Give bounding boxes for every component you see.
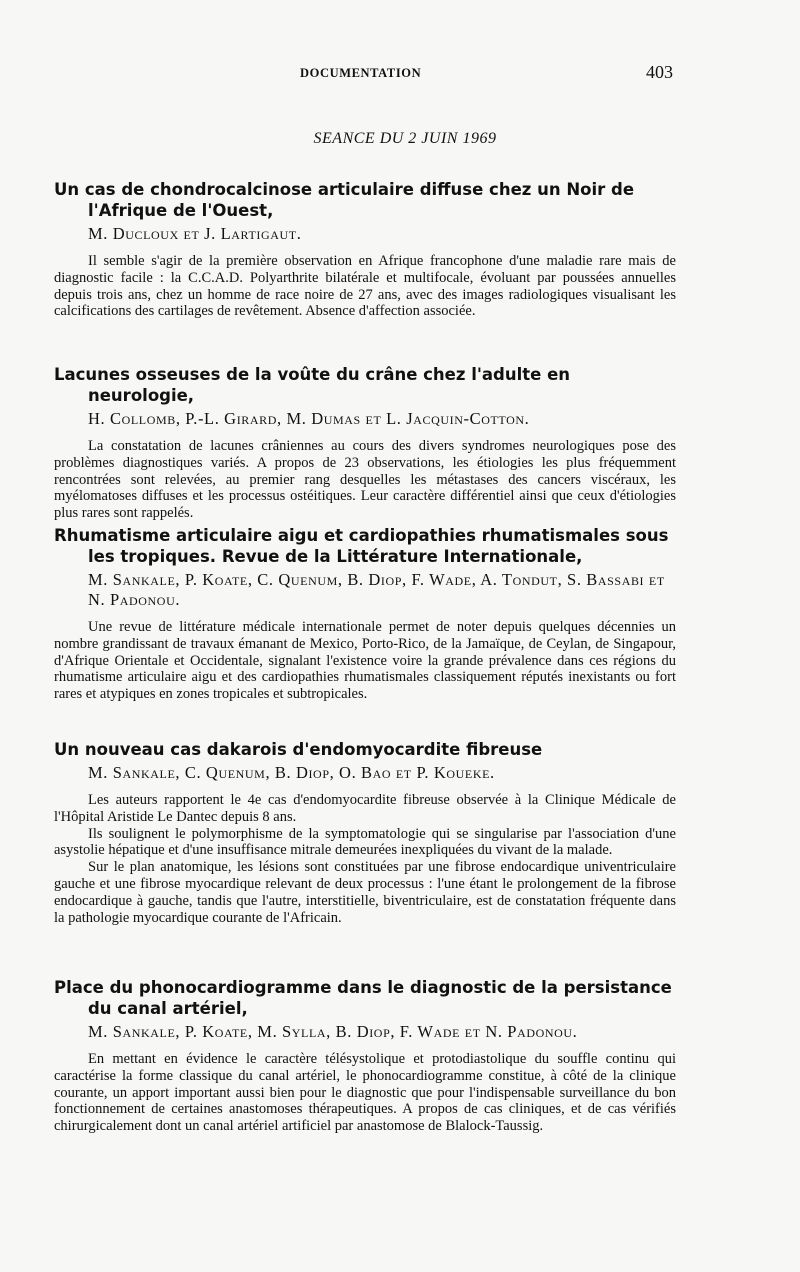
article-title: Rhumatisme articulaire aigu et cardiopathies rhumatismales sous les tropiques. Revue de la Littérature Internationale, bbox=[54, 526, 669, 566]
page-number: 403 bbox=[646, 62, 673, 82]
article-authors: M. Sankale, P. Koate, C. Quenum, B. Diop, F. Wade, A. Tondut, S. Bassabi et N. Padonou. bbox=[88, 570, 665, 609]
abstract-paragraph: En mettant en évidence le caractère télésystolique et protodiastolique du souffle continu qui caractérise la forme classique du canal artériel, le phonocardiogramme constitue, à côté de la clinique courante, un apport important aussi bien pour le diagnostic que pour l'indispensable surveillance du bon fonctionnement de certaines anastomoses thérapeutiques. A propos de cas cliniques, et de cas vérifiés chirurgicalement dont un canal artériel artificiel par anastomose de Blalock-Taussig. bbox=[54, 1051, 676, 1135]
abstract-paragraph: Il semble s'agir de la première observation en Afrique francophone d'une maladie rare mais de diagnostic facile : la C.C.A.D. Polyarthrite bilatérale et multifocale, évoluant par poussées annuelles depuis trois ans, chez un homme de race noire de 27 ans, avec des images radiologiques visualisant les calcifications des cartilages de revêtement. Absence d'affection associée. bbox=[54, 253, 676, 320]
running-title: DOCUMENTATION bbox=[300, 66, 422, 80]
article-phonocardiogramme bbox=[54, 977, 676, 1135]
article-authors: M. Ducloux et J. Lartigaut. bbox=[88, 224, 302, 243]
article-rhumatisme bbox=[54, 525, 676, 703]
abstract-paragraph: La constatation de lacunes crâniennes au cours des divers syndromes neurologiques pose des problèmes diagnostiques variés. A propos de 23 observations, les étiologies les plus fréquemment rencontrées sont relevées, au premier rang desquelles les métastases des cancers viscéraux, les myélomatoses diffuses et les processus ostéitiques. Leur caractère différentiel ainsi que ceux d'étiologies plus rares sont rappelés. bbox=[54, 438, 676, 522]
article-authors: M. Sankale, P. Koate, M. Sylla, B. Diop, F. Wade et N. Padonou. bbox=[88, 1022, 578, 1041]
article-authors: H. Collomb, P.-L. Girard, M. Dumas et L. Jacquin-Cotton. bbox=[88, 409, 530, 428]
article-authors: M. Sankale, C. Quenum, B. Diop, O. Bao et P. Koueke. bbox=[88, 763, 495, 782]
article-abstract bbox=[54, 253, 676, 320]
article-title: Place du phonocardiogramme dans le diagnostic de la persistance du canal artériel, bbox=[54, 978, 672, 1018]
article-title: Un nouveau cas dakarois d'endomyocardite fibreuse bbox=[54, 740, 543, 759]
article-chondrocalcinose bbox=[54, 179, 676, 320]
article-lacunes-osseuses bbox=[54, 364, 676, 522]
abstract-paragraph: Ils soulignent le polymorphisme de la symptomatologie qui se singularise par l'association d'une asystolie hépatique et d'une insuffisance mitrale demeurées inexpliquées du vivant de la malade. bbox=[54, 825, 676, 859]
abstract-paragraph: Sur le plan anatomique, les lésions sont constituées par une fibrose endocardique univentriculaire gauche et une fibrose myocardique relevant de deux processus : l'une étant le prolongement de la fibrose endocardique à gauche, tandis que l'autre, interstitielle, biventriculaire, est de constatation fréquente dans la pathologie myocardique courante de l'Africain. bbox=[54, 859, 676, 926]
session-heading: SEANCE DU 2 JUIN 1969 bbox=[313, 130, 497, 147]
article-title: Un cas de chondrocalcinose articulaire diffuse chez un Noir de l'Afrique de l'Ouest, bbox=[54, 180, 635, 220]
running-head bbox=[0, 64, 800, 84]
article-abstract bbox=[54, 792, 676, 926]
article-title: Lacunes osseuses de la voûte du crâne chez l'adulte en neurologie, bbox=[54, 365, 571, 405]
abstract-paragraph: Les auteurs rapportent le 4e cas d'endomyocardite fibreuse observée à la Clinique Médicale de l'Hôpital Aristide Le Dantec depuis 8 ans. bbox=[54, 792, 676, 825]
article-abstract bbox=[54, 1051, 676, 1135]
article-abstract bbox=[54, 619, 676, 703]
article-endomyocardite bbox=[54, 739, 676, 926]
article-abstract bbox=[54, 438, 676, 522]
abstract-paragraph: Une revue de littérature médicale internationale permet de noter depuis quelques décennies un nombre grandissant de travaux émanant de Mexico, Porto-Rico, de la Jamaïque, de Ceylan, de Singapour, d'Afrique Orientale et Occidentale, signalant l'existence voire la grande prévalence dans ces régions du rhumatisme articulaire aigu et des cardiopathies rhumatismales classiquement réputés inexistants ou fort rares et atypiques en zones tropicales et subtropicales. bbox=[54, 619, 676, 703]
